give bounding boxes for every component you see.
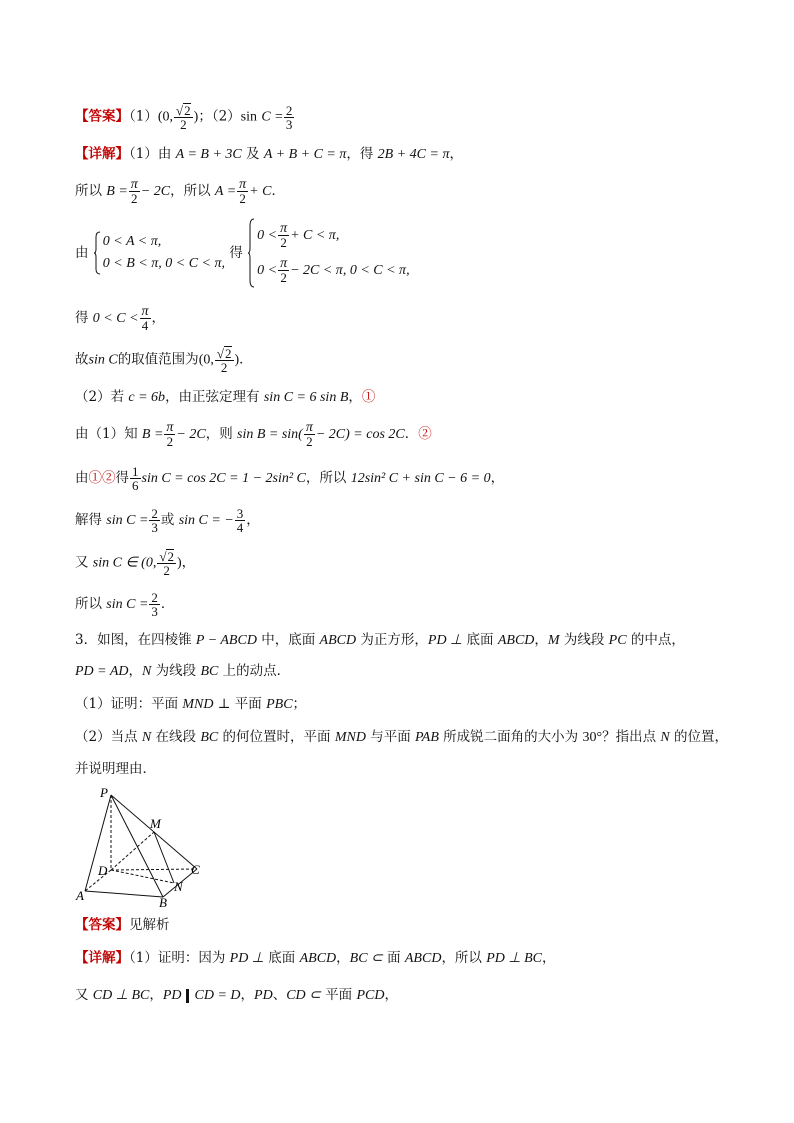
detail-2-line-2: 又 CD ⊥ BC，PD CD = D，PD、CD ⊂ 平面 PCD， — [75, 987, 398, 1003]
detail-line-8: 解得 sin C = $\frac{2}{3}$ 或 sin C = − $\frac{3}{4}$ ， — [75, 506, 260, 535]
detail-line-1: 【详解】（1）由 A = B + 3C 及 A + B + C = π，得 2B + 4C = π， — [75, 146, 463, 162]
label-D: D — [98, 863, 108, 878]
detail-line-9: 又 sin C ∈ (0, $\frac{√2}{2}$ )， — [75, 549, 196, 578]
pyramid-figure — [70, 783, 210, 908]
detail-line-4: 故sin C的取值范围为(0, $\frac{√2}{2}$ )． — [75, 346, 253, 375]
label-P: P — [100, 785, 108, 800]
circled-mark-2: ② — [418, 426, 432, 442]
label-B: B — [159, 895, 167, 908]
answer-line-1: 【答案】（1）(0, $\frac{√2}{2}$ )；（2）sin C = $\frac{2}{3}$ — [75, 102, 293, 132]
detail-line-10: 所以 sin C = $\frac{2}{3}$ ． — [75, 590, 175, 619]
detail-tag: 【详解】 — [75, 146, 129, 162]
answer-tag: 【答案】 — [75, 108, 129, 125]
circled-marks: ①② — [88, 470, 116, 486]
label-A: A — [76, 888, 84, 903]
fraction: $\frac{2}{3}$ — [285, 102, 293, 132]
detail-line-6: 由（1）知 B = $\frac{\pi}{2}$ − 2C，则 sin B = sin( $\frac{\pi}{2}$ − 2C) = cos 2C．② — [75, 420, 432, 449]
detail-line-3: 得 0 < C < $\frac{\pi}{4}$ ， — [75, 304, 166, 333]
question-3-line-2: PD = AD，N 为线段 BC 上的动点． — [75, 663, 291, 679]
label-C: C — [191, 862, 200, 877]
detail-line-system: 由 0 < A < π, 0 < B < π, 0 < C < π, 得 0 < $\frac{\pi}{2}$ + C < π, 0 < $\frac{\pi}{2}$ − 2C < π, 0 < C < π, — [75, 218, 410, 288]
inequality-system-1: 0 < A < π, 0 < B < π, 0 < C < π, — [93, 231, 225, 275]
circled-mark-1: ① — [361, 389, 376, 405]
inequality-system-2: 0 < $\frac{\pi}{2}$ + C < π, 0 < $\frac{\pi}{2}$ − 2C < π, 0 < C < π, — [247, 218, 409, 288]
intersection-symbol — [186, 989, 189, 1003]
question-3-part-1: （1）证明：平面 MND ⊥ 平面 PBC； — [75, 696, 307, 712]
label-N: N — [174, 879, 183, 894]
detail-line-5: （2）若 c = 6b，由正弦定理有 sin C = 6 sin B，① — [75, 389, 376, 405]
answer-line-2: 【答案】见解析 — [75, 917, 170, 933]
detail-line-2: 所以 B = $\frac{\pi}{2}$ − 2C，所以 A = $\frac{\pi}{2}$ + C． — [75, 177, 285, 206]
question-3-part-2-cont: 并说明理由． — [75, 761, 156, 777]
question-3-part-2: （2）当点 N 在线段 BC 的何位置时，平面 MND 与平面 PAB 所成锐二面角的大小为 30°？指出点 N 的位置， — [75, 729, 729, 745]
fraction: $\frac{√2}{2}$ — [176, 103, 191, 132]
detail-2-line-1: 【详解】（1）证明：因为 PD ⊥ 底面 ABCD，BC ⊂ 面 ABCD，所以 PD ⊥ BC， — [75, 950, 556, 966]
question-3-line-1: 3．如图，在四棱锥 P − ABCD 中，底面 ABCD 为正方形，PD ⊥ 底面 ABCD，M 为线段 PC 的中点， — [75, 632, 685, 648]
detail-line-7: 由①②得 $\frac{1}{6}$ sin C = cos 2C = 1 − 2sin² C，所以 12sin² C + sin C − 6 = 0， — [75, 464, 505, 493]
label-M: M — [150, 816, 161, 831]
